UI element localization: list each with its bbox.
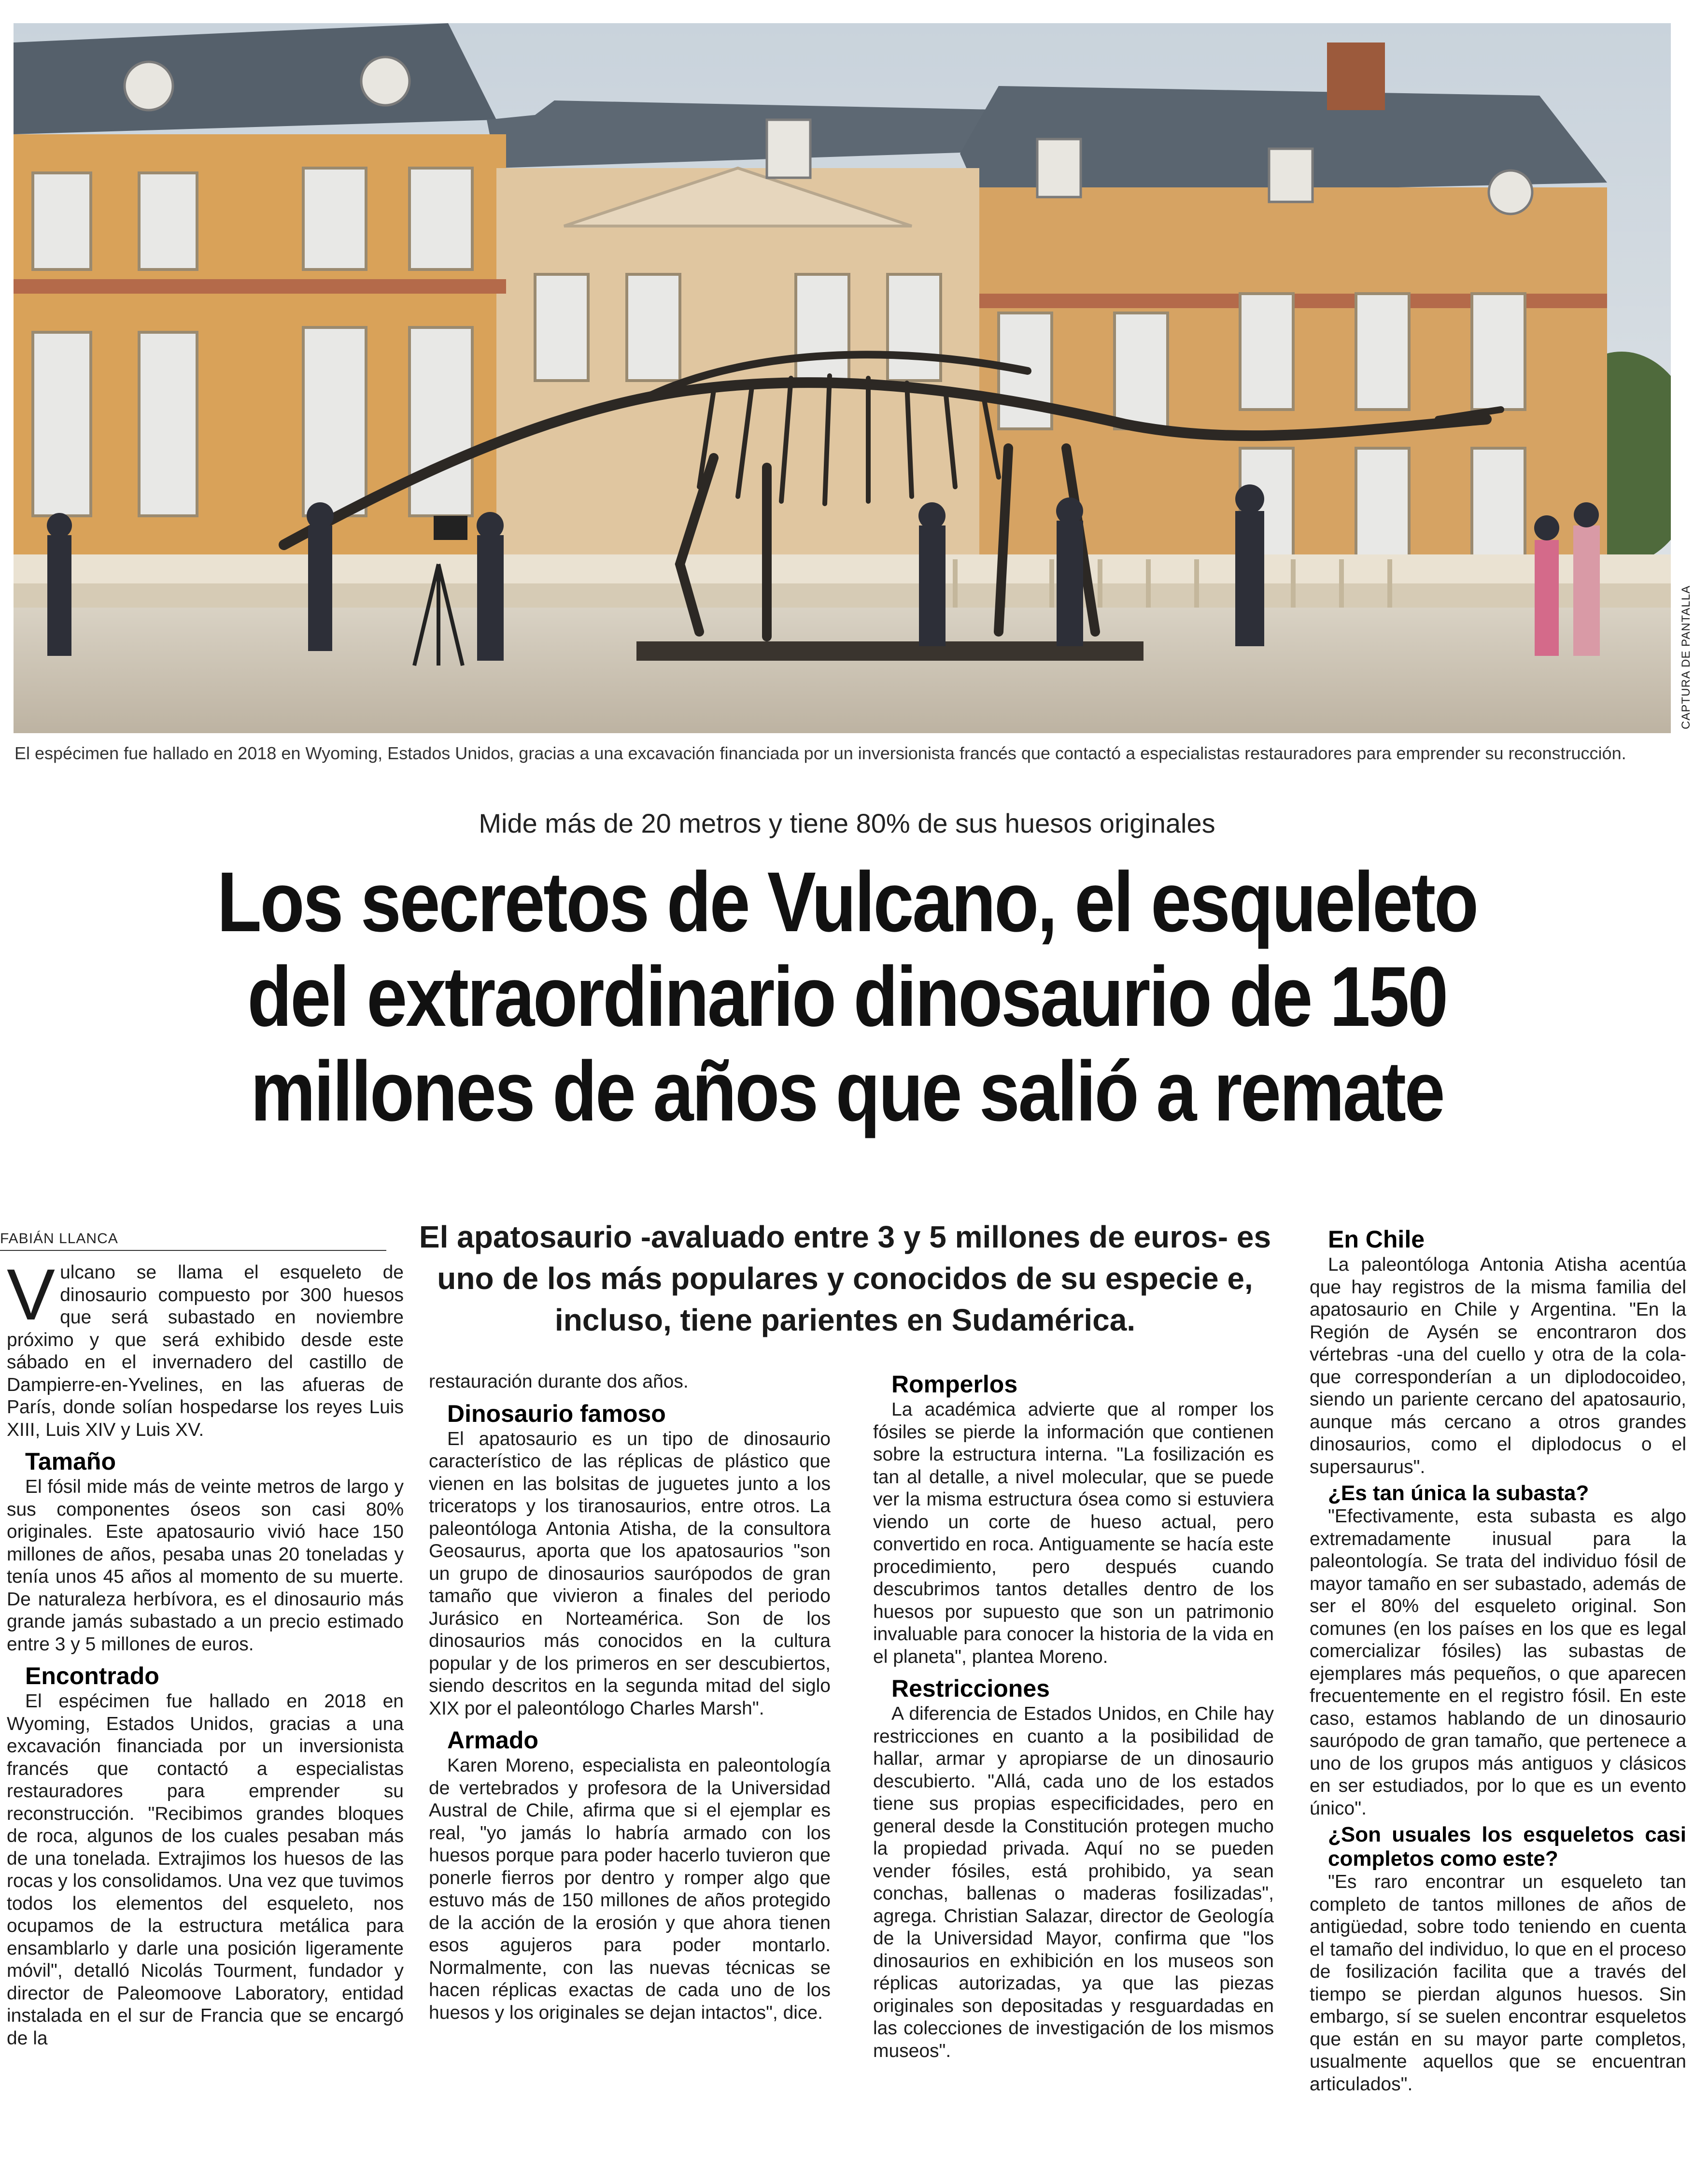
answer-son-usuales: "Es raro encontrar un esqueleto tan completo de tantos millones de años de antigüedad, sobre todo teniendo en cuenta el tamaño del individuo, lo que en el proceso de fosilización facilita que a través del tiempo se pierdan algunos huesos. Sin embargo, sí se suelen encontrar esqueletos que están en su mayor parte completos, usualmente aquellos que se encuentran articulados". xyxy=(1310,1872,1686,2095)
dropcap: V xyxy=(7,1254,56,1335)
intro-paragraph: Vulcano se llama el esqueleto de dinosaurio compuesto por 300 huesos que será subastado en noviembre próximo y que será exhibido desde este sábado en el invernadero del castillo de Dampierre-en-Yvelines, en las afueras de París, donde solían hospedarse los reyes Luis XIII, Luis XIV y Luis XV. xyxy=(7,1254,404,1440)
question-son-usuales: ¿Son usuales los esqueletos casi completos como este? xyxy=(1328,1823,1686,1871)
paragraph-continuation: restauración durante dos años. xyxy=(429,1371,689,1392)
headline xyxy=(119,855,1576,1139)
lead-paragraph: El apatosaurio -avaluado entre 3 y 5 millones de euros- es uno de los más populares y conocidos de su especie e, incluso, tiene parientes en Sudamérica. xyxy=(419,1220,1271,1337)
subhead-dinosaurio-famoso: Dinosaurio famoso xyxy=(447,1400,666,1427)
headline-line-1: Los secretos de Vulcano, el esqueleto xyxy=(217,855,1477,950)
chateau-courtyard-illustration xyxy=(14,23,1671,733)
answer-es-tan-unica: "Efectivamente, esta subasta es algo extremadamente inusual para la paleontología. Se trata del individuo fósil de mayor tamaño en ser subastado, además de ser el 80% del esqueleto original. Son comunes (en los países en los que es legal comercializar fósiles) las subastas de ejemplares más pequeños, o que aparecen frecuentemente en el registro fósil. En este caso, estamos hablando de un dinosaurio saurópodo de gran tamaño, que pertenece a uno de los grupos más antiguos y clásicos en ser estudiados, por lo que es un evento único". xyxy=(1310,1506,1686,1819)
photo-credit: CAPTURA DE PANTALLA xyxy=(1680,585,1693,729)
subhead-armado: Armado xyxy=(447,1727,538,1754)
article-column-2 xyxy=(429,1371,831,2024)
subhead-restricciones: Restricciones xyxy=(891,1675,1050,1702)
byline: FABIÁN LLANCA xyxy=(0,1231,386,1251)
article-column-4 xyxy=(1310,1226,1686,2096)
subhead-encontrado: Encontrado xyxy=(25,1662,159,1689)
headline-line-2: del extraordinario dinosaurio de 150 xyxy=(247,950,1447,1044)
article-column-3 xyxy=(873,1371,1274,2062)
subhead-tamano: Tamaño xyxy=(25,1448,116,1475)
headline-line-3: millones de años que salió a remate xyxy=(250,1044,1444,1139)
paragraph-armado: Karen Moreno, especialista en paleontología de vertebrados y profesora de la Universidad Austral de Chile, afirma que si el ejemplar es real, "yo jamás lo habría armado con los huesos porque para poder hacerlo tuvieron que ponerle fierros por dentro y romper algo que estuvo más de 150 millones de años protegido de la acción de la erosión y que ahora tienen esos agujeros para poder montarlo. Normalmente, con las nuevas técnicas se hacen réplicas exactas de cada uno de los huesos y los originales se dejan intactos", dice. xyxy=(429,1755,831,2023)
paragraph-encontrado: El espécimen fue hallado en 2018 en Wyoming, Estados Unidos, gracias a una excavación financiada por un inversionista francés que contactó a especialistas restauradores para emprender su reconstrucción. "Recibimos grandes bloques de roca, algunos de los cuales pesaban más de una tonelada. Extrajimos los huesos de las rocas y los consolidamos. Una vez que tuvimos todos los elementos del esqueleto, nos ocupamos de la estructura metálica para ensamblarlo y darle una posición ligeramente móvil", detalló Nicolás Tourment, fundador y director de Paleomoove Laboratory, entidad instalada en el sur de Francia que se encargó de la xyxy=(7,1691,404,2049)
article-column-1 xyxy=(7,1254,404,2050)
subhead-en-chile: En Chile xyxy=(1328,1226,1425,1253)
kicker: Mide más de 20 metros y tiene 80% de sus huesos originales xyxy=(479,808,1215,838)
paragraph-restricciones: A diferencia de Estados Unidos, en Chile hay restricciones en cuanto a la posibilidad de hallar, armar y apropiarse de un dinosaurio descubierto. "Allá, cada uno de los estados tiene sus propias especificidades, pero en general desde la Constitución protegen mucho la propiedad privada. Aquí no se pueden vender fósiles, está prohibido, ya sean conchas, ballenas o maderas fosilizadas", agrega. Christian Salazar, director de Geología de la Universidad Mayor, confirma que "los dinosaurios en exhibición en los museos son réplicas autorizadas, ya que las piezas originales son depositadas y resguardadas en las colecciones de investigación de los mismos museos". xyxy=(873,1703,1274,2061)
paragraph-tamano: El fósil mide más de veinte metros de largo y sus componentes óseos son casi 80% originales. Este apatosaurio vivió hace 150 millones de años, pesaba unas 20 toneladas y tenía unos 45 años al momento de su muerte. De naturaleza herbívora, es el dinosaurio más grande jamás subastado a un precio estimado entre 3 y 5 millones de euros. xyxy=(7,1476,404,1655)
paragraph-en-chile: La paleontóloga Antonia Atisha acentúa que hay registros de la misma familia del apatosaurio en Chile y Argentina. "En la Región de Aysén se encontraron dos vértebras -una del cuello y otra de la cola- que corresponderían a un diplodocoideo, siendo un pariente cercano del apatosaurio, aunque más cercano a otros grandes dinosaurios, como el diplodocus o el supersaurus". xyxy=(1310,1254,1686,1477)
paragraph-romperlos: La académica advierte que al romper los fósiles se pierde la información que contienen sobre la estructura interna. "La fosilización es tan al detalle, a nivel molecular, que se puede ver la misma estructura ósea como si estuviera viendo un corte de hueso actual, pero convertido en roca. Antiguamente se hacía este procedimiento, pero después cuando descubrimos tantos detalles dentro de los huesos por supuesto que son un patrimonio invaluable para conocer la historia de la vida en el planeta", plantea Moreno. xyxy=(873,1399,1274,1667)
subhead-romperlos: Romperlos xyxy=(891,1371,1018,1398)
dinosaur-skeleton-photo xyxy=(14,23,1671,733)
photo-caption: El espécimen fue hallado en 2018 en Wyoming, Estados Unidos, gracias a una excavación financiada por un inversionista francés que contactó a especialistas restauradores para emprender su reconstrucción. xyxy=(14,743,1626,763)
question-es-tan-unica: ¿Es tan única la subasta? xyxy=(1328,1481,1589,1505)
paragraph-dinosaurio-famoso: El apatosaurio es un tipo de dinosaurio característico de las réplicas de plástico que vienen en las bolsitas de juguetes junto a los triceratops y los tiranosaurios, entre otros. La paleontóloga Antonia Atisha, de la consultora Geosaurus, aporta que los apatosaurios "son un grupo de dinosaurios saurópodos de gran tamaño que vivieron a finales del periodo Jurásico en Norteamérica. Son de los dinosaurios más conocidos en la cultura popular y de los primeros en ser descubiertos, siendo descritos en la segunda mitad del siglo XIX por el paleontólogo Charles Marsh". xyxy=(429,1428,831,1719)
